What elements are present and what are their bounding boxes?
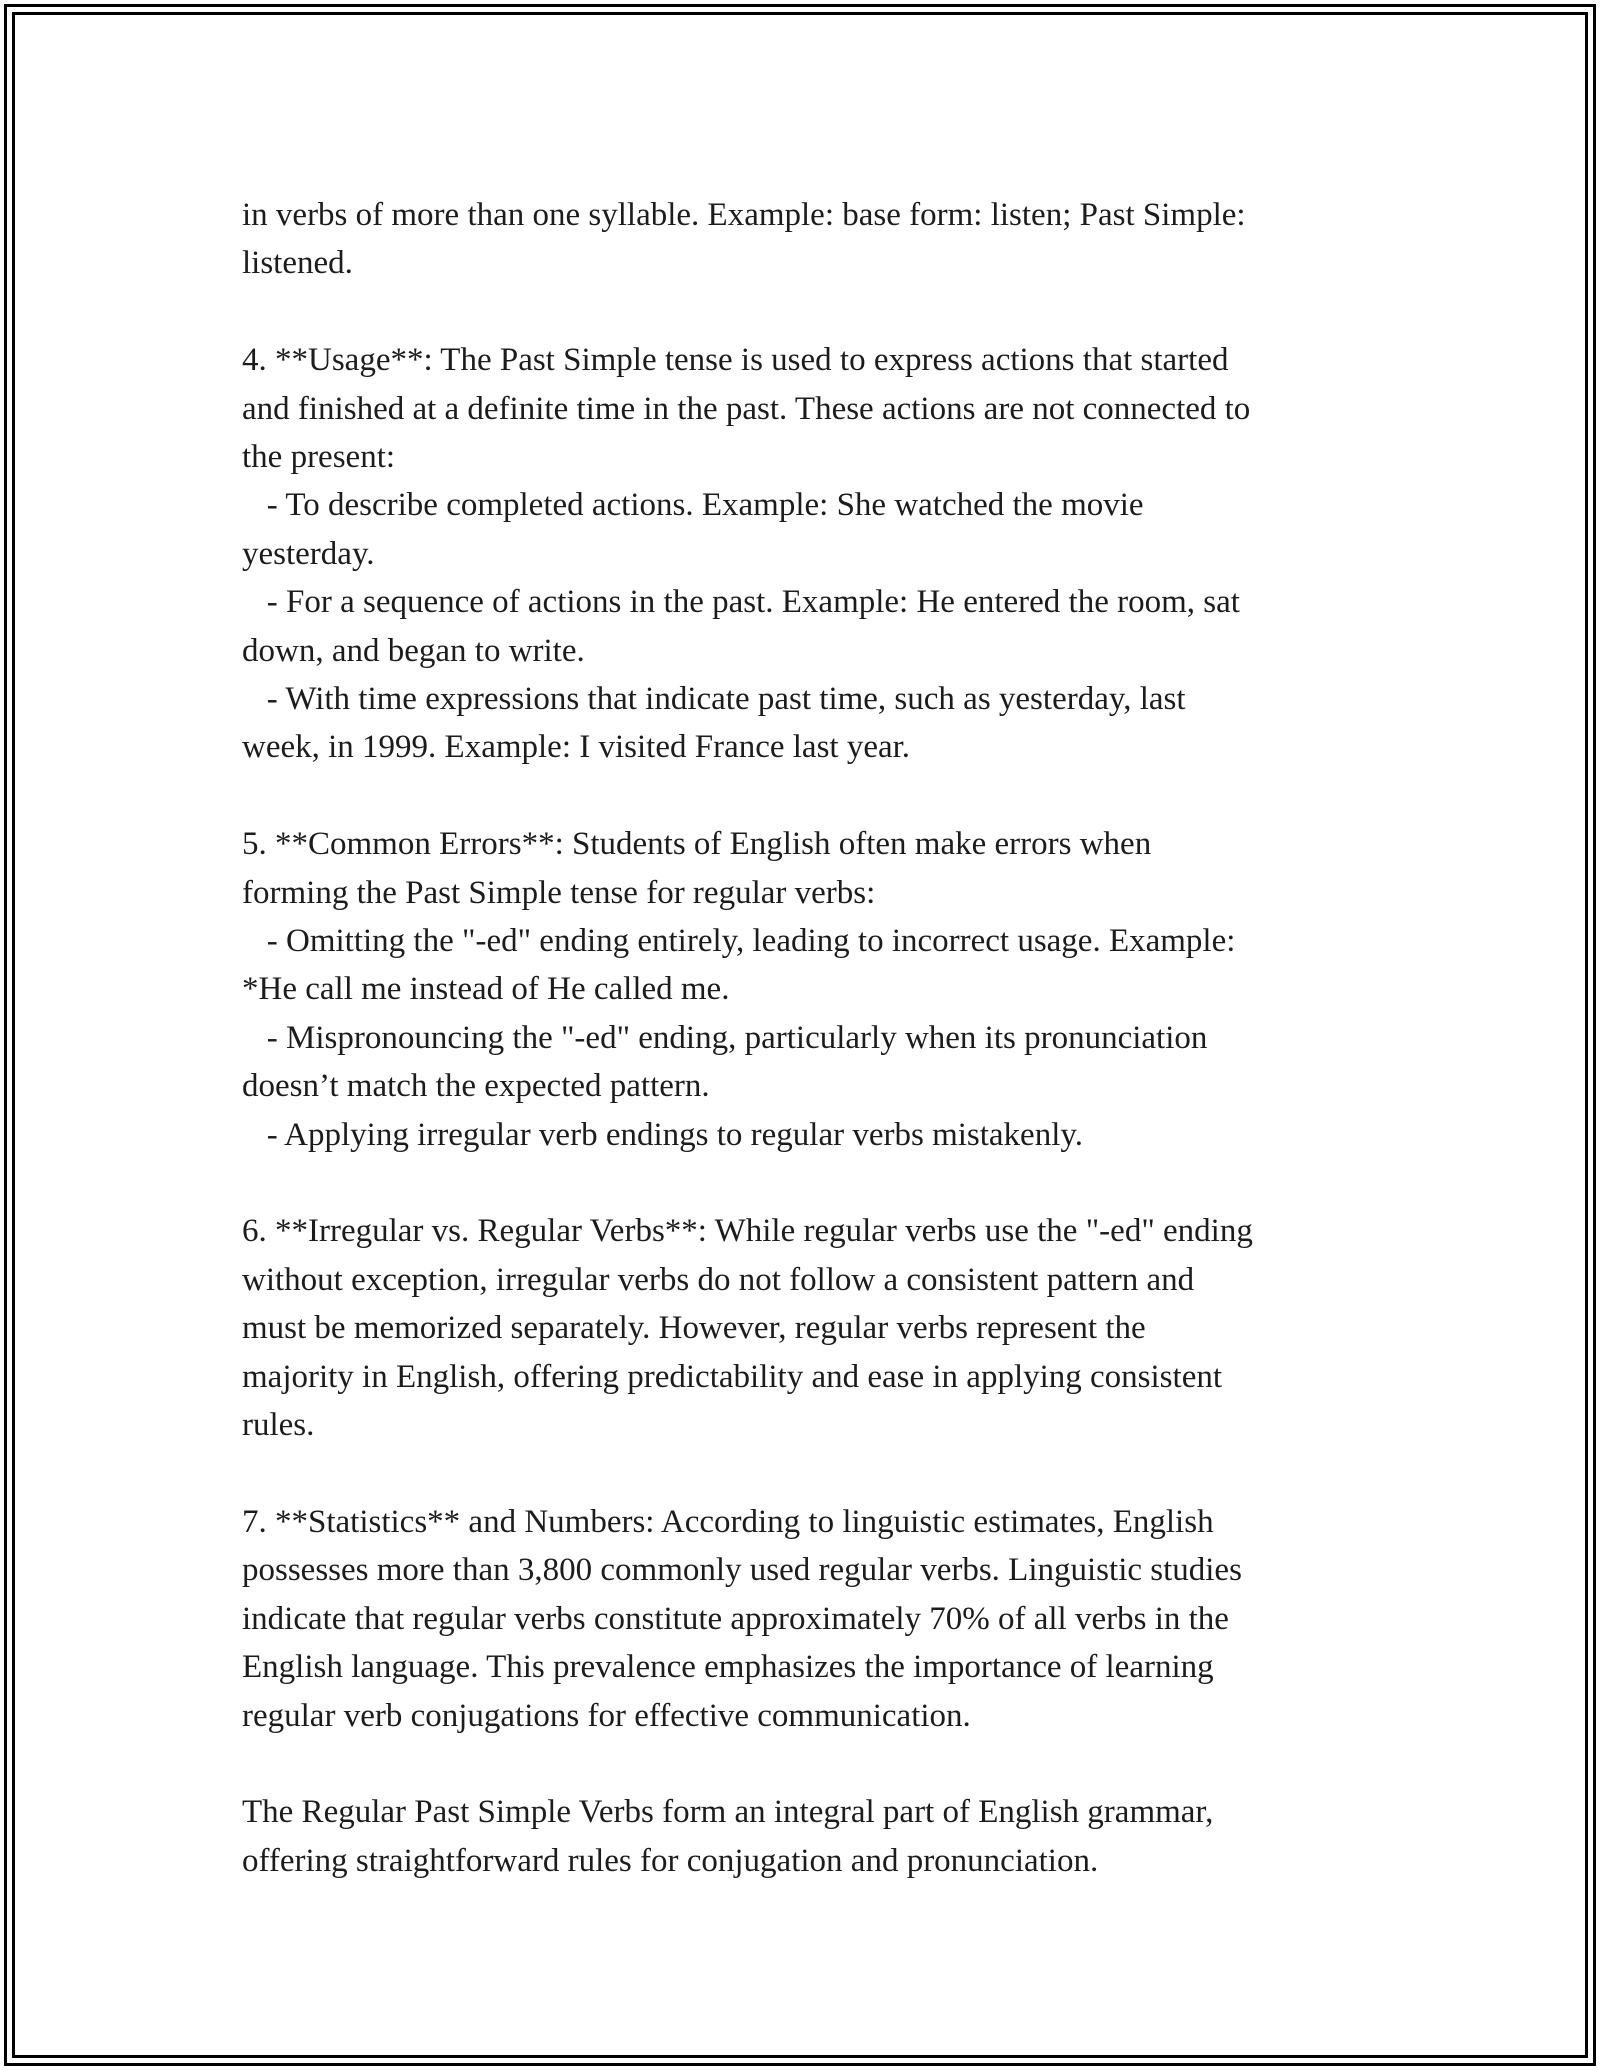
text-line: and finished at a definite time in the past. These actions are not connected to <box>242 390 1251 427</box>
text-line: - Omitting the "-ed" ending entirely, leading to incorrect usage. Example: <box>242 923 1236 960</box>
text-line: 5. **Common Errors**: Students of English often make errors when <box>242 826 1152 863</box>
text-line: must be memorized separately. However, regular verbs represent the <box>242 1310 1146 1347</box>
text-line: majority in English, offering predictability and ease in applying consistent <box>242 1358 1223 1395</box>
text-line: 7. **Statistics** and Numbers: According to linguistic estimates, English <box>242 1503 1214 1540</box>
paragraph-gap <box>242 772 1402 820</box>
text-line: week, in 1999. Example: I visited France last year. <box>242 729 911 766</box>
text-line: - For a sequence of actions in the past. Example: He entered the room, sat <box>242 584 1240 621</box>
text-line: doesn’t match the expected pattern. <box>242 1068 710 1105</box>
text-line: English language. This prevalence emphasizes the importance of learning <box>242 1649 1214 1686</box>
paragraph-statistics <box>242 1498 1402 1740</box>
text-line: down, and began to write. <box>242 632 585 669</box>
text-line: - With time expressions that indicate past time, such as yesterday, last <box>242 681 1186 718</box>
text-line: rules. <box>242 1407 315 1444</box>
text-line: forming the Past Simple tense for regular verbs: <box>242 874 876 911</box>
paragraph-conclusion <box>242 1788 1402 1885</box>
text-line: - To describe completed actions. Example: She watched the movie <box>242 487 1144 524</box>
text-line: without exception, irregular verbs do not follow a consistent pattern and <box>242 1261 1195 1298</box>
paragraph-irregular-vs-regular <box>242 1207 1402 1449</box>
document-body <box>242 191 1402 1885</box>
text-line: indicate that regular verbs constitute approximately 70% of all verbs in the <box>242 1600 1229 1637</box>
text-line: 4. **Usage**: The Past Simple tense is used to express actions that started <box>242 342 1229 379</box>
text-line: in verbs of more than one syllable. Example: base form: listen; Past Simple: <box>242 197 1246 233</box>
text-line: possesses more than 3,800 commonly used regular verbs. Linguistic studies <box>242 1552 1242 1589</box>
text-line: The Regular Past Simple Verbs form an integral part of English grammar, <box>242 1794 1214 1831</box>
paragraph-common-errors <box>242 820 1402 1159</box>
paragraph-usage <box>242 336 1402 772</box>
text-line: yesterday. <box>242 535 375 572</box>
document-page <box>4 4 1596 2066</box>
paragraph-continuation <box>242 191 1402 288</box>
text-line: 6. **Irregular vs. Regular Verbs**: While regular verbs use the "-ed" ending <box>242 1213 1253 1250</box>
paragraph-gap <box>242 1740 1402 1788</box>
text-line: listened. <box>242 245 353 282</box>
text-line: regular verb conjugations for effective communication. <box>242 1697 971 1734</box>
text-line: - Applying irregular verb endings to regular verbs mistakenly. <box>242 1116 1083 1153</box>
paragraph-gap <box>242 288 1402 336</box>
paragraph-gap <box>242 1159 1402 1207</box>
text-line: the present: <box>242 439 396 476</box>
text-line: *He call me instead of He called me. <box>242 971 730 1008</box>
text-line: - Mispronouncing the "-ed" ending, particularly when its pronunciation <box>242 1019 1208 1056</box>
text-line: offering straightforward rules for conjugation and pronunciation. <box>242 1842 1099 1879</box>
paragraph-gap <box>242 1450 1402 1498</box>
